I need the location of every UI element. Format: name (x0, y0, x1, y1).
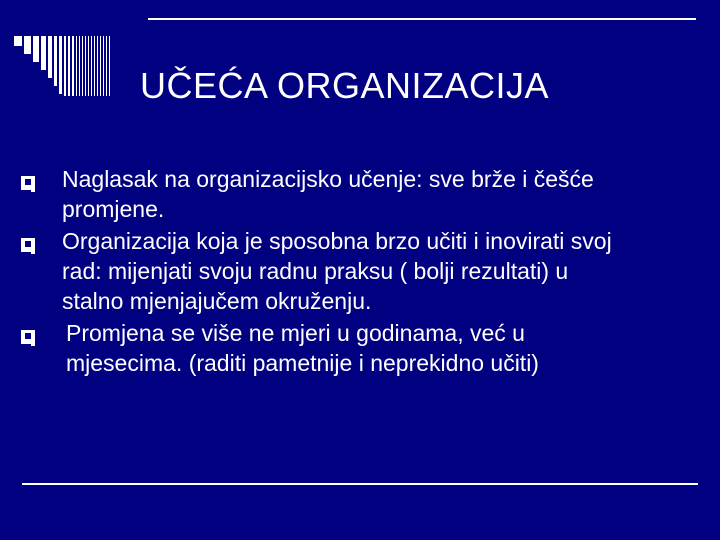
bullet-list (20, 164, 700, 380)
bullet-text: Naglasak na organizacijsko učenje: sve brže i češće promjene. (62, 166, 594, 222)
bullet-item (20, 318, 700, 378)
bullet-text: Organizacija koja je sposobna brzo učiti i inovirati svoj rad: mijenjati svoju radnu praksu ( bolji rezultati) u stalno mjenjajučem okruženju. (62, 228, 612, 314)
bullet-item (20, 226, 700, 316)
checkbox-bullet-icon (20, 329, 38, 347)
decorative-bars-graphic (14, 36, 124, 96)
slide-title: UČEĆA ORGANIZACIJA (140, 65, 550, 106)
checkbox-bullet-icon (20, 175, 38, 193)
bullet-text: Promjena se više ne mjeri u godinama, već u mjesecima. (raditi pametnije i neprekidno učiti) (66, 320, 539, 376)
bullet-item (20, 164, 700, 224)
checkbox-bullet-icon (20, 237, 38, 255)
bottom-divider-line (22, 483, 698, 485)
top-divider-line (148, 18, 696, 20)
